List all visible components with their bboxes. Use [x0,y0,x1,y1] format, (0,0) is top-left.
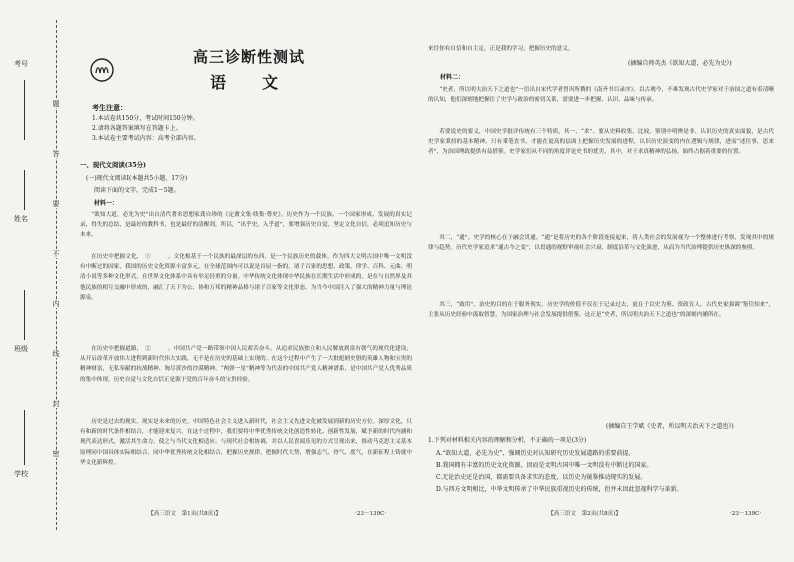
notice-heading: 考生注意： [92,103,127,112]
class-field[interactable] [24,290,25,340]
seal-mark: 答 [50,150,62,158]
binding-margin [0,0,70,562]
question-option: B.我国拥有丰富的历史文化资源，因而是文明古国中唯一文明没有中断过的国家。 [436,462,653,469]
publisher-logo-icon [90,58,114,82]
seal-mark: 内 [50,300,62,308]
paragraph: 其三，“致用”。治史的目的在于服务现实。历史学的价值不仅在于记录过去，更在于以史为鉴、资政育人。古代史家强调“鉴往知来”，主张从历史经验中汲取智慧，为国家治理与社会发展提供借鉴，这正是“史者，所以明夫治天下之道也”的深刻内涵所在。 [428,302,774,319]
paragraph: 其二，“通”。史学的核心在于融会贯通。“通”是将历史的各个阶段连接起来，将人类社会的发展视为一个整体进行考察，发现其中的规律与趋势。历代史学家追求“通古今之变”，以贯通的视野审视社会兴衰、制度沿革与文化演进，从而为当代治理提供历史纵深的参照。 [428,235,774,252]
question-option: D.与西方文明相比，中华文明传承了中华民族重视历史的传统，但并未因此忽视科学与革新。 [436,486,683,493]
section-heading: 一、现代文阅读(35分) [80,161,147,169]
exam-number-label: 考号 [14,60,28,68]
notice-item: 3.本试卷主要考试内容：高考全部内容。 [92,135,200,142]
material-label: 材料二： [440,74,465,81]
attribution: (摘编自师英杰《欲知大道，必先为史》) [628,60,732,67]
page-title: 高三诊断性测试 [192,48,305,66]
seal-mark: 封 [50,400,62,408]
instruction-text: 阅读下面的文字，完成1～5题。 [94,187,180,194]
page-footer-code: ·23－139C· [730,511,762,517]
question-option: A.“欲知大道，必先为史”，强调历史对认知研究历史发展道路的重要前提。 [436,450,635,457]
material-label: 材料一： [94,200,119,207]
question-stem: 1.下列对材料相关内容的理解和分析，不正确的一项是(3分) [428,437,587,444]
seal-mark: 要 [50,200,62,208]
school-field[interactable] [24,410,25,465]
notice-list [92,114,392,144]
subject-title: 语 文 [209,73,288,92]
seal-mark: 不 [50,250,62,258]
school-label: 学校 [14,470,28,478]
paragraph: 在历史中把握文化， ① 。文化根基于一个民族的最深层的东西，是一个民族历史的载体。作为四大文明古国中唯一文明没有中断过的国家，我国的历史文化资源丰富多元，在全球范围内可以说是首屈一指的，诸子百家的思想、政策、律学、百科、元曲、明清小说等多种文化形式，在世界文化体系中具有举足轻重的分量。中华传统文化体现中华民族在长期生活中形成的，是在与自然界及其他民族的相互交融中形成的，融汇了天下为公、协和万邦的精神品格与诸子百家等文化形态，为当今中国注入了强大的精神力量与理论源泉。 [80,254,412,301]
page-footer-label: 【高三语文 第1页(共8页)】 [148,511,222,517]
notice-item: 2.请将各题答案填写在答题卡上。 [92,125,182,132]
attribution: (摘编自王学斌《史者，所以明夫治天下之道也》) [606,423,734,430]
paragraph: “欲知大道，必先为史”出自清代著名思想家龚自珍的《定盦文集·续集·尊史》。历史作为一个民族、一个国家形成、发展的真实记录，得失的总结，是最好的教科书，也是最好的清醒剂，所以，“出乎史，入乎道”，要增强历史自觉，坚定文化自信，必须追知历史与本来。 [80,212,412,239]
subsection-heading: (一)现代文阅读Ⅰ(本题共5小题，17分) [86,175,188,182]
paragraph: 历史是过去的现实，现实是未来的历史。中国特色社会主义进入新时代，社会主义先进文化被发展到新的历史方位。深厚文化，只有和新的时代条件相结合，才能迎来复兴。在这个过程中，我们要将中华优秀传统文化创造性转化、创新性发展，赋予新的时代内涵和现代表达形式，激活其生命力，使之与当代文化相适应、与现代社会相协调，并以人民喜闻乐见的方式呈现出来，推动马克思主义基本原理同中国具体实际相结合、同中华优秀传统文化相结合，把握历史规律，把握时代大势，增强志气、骨气、底气，在新征程上铸就中华文化新辉煌。 [80,419,412,466]
page-footer-code: ·23－139C· [355,511,387,517]
seal-mark: 线 [50,350,62,358]
exam-number-field[interactable] [24,80,25,140]
paragraph: “史者，所以明夫治天下之道也”一语出自宋代学者曾巩所撰的《南齐书目录序》。以古观今，不难发现古代史学家对于治国之道有着清晰的认知，他们深刻地把握住了史学与政治的密切关系，需要进一步把握、认识、品味与传承。 [428,87,774,104]
paragraph: 在历史中把握道路， ② 。中国共产党一路带领中国人民艰苦奋斗，从追求民族独立和人民解放到富有朝气的现代化建设，从开启改革开放伟大进程到新时代伟大实践，无不是在历史的基础上实现的。在这个过程中产生了一大批彪炳史册的英雄人物和宝贵的精神财富，无私奉献的抗战精神、淘尽黄沙的沙漠精神、“两弹一星”精神等为代表的中国共产党人精神谱系，是中国共产党人优秀品质的集中体现。历史自觉与文化自信正是源于党的百年奋斗的宝贵经验。 [80,346,412,383]
page-footer-label: 【高三语文 第2页(共8页)】 [548,511,622,517]
paragraph: 若要说史的要义，中国史学批评传统有三个特质，其一，“求”。要从史料收集、比较、鉴别中明辨是非、认识历史的真实面貌，是古代史学家秉持的基本精神。只有秉笔直书，才能在更高的层面上把握历史发展的进程，认识历史演变的内在逻辑与规律，进而“述往事，思来者”，为治国理政提供有益借鉴。史学家们从不同的角度评论史书的优劣，其中，对于求真精神的弘扬，始终占据着重要的位置。 [428,129,774,156]
seal-mark: 密 [50,450,62,458]
seal-mark: 题 [50,100,62,108]
question-option: C.无论治史还是治国，都需要具备求实的态度，以历史为镜鉴推动现实的发展。 [436,474,647,481]
class-label: 班级 [14,345,28,353]
paragraph: 来往你有自信和自主定，正是我的学习，把握历史的意义。 [428,46,574,52]
notice-item: 1.本试卷共150分，考试时间150分钟。 [92,115,199,122]
name-label: 姓名 [14,215,28,223]
name-field[interactable] [24,170,25,210]
